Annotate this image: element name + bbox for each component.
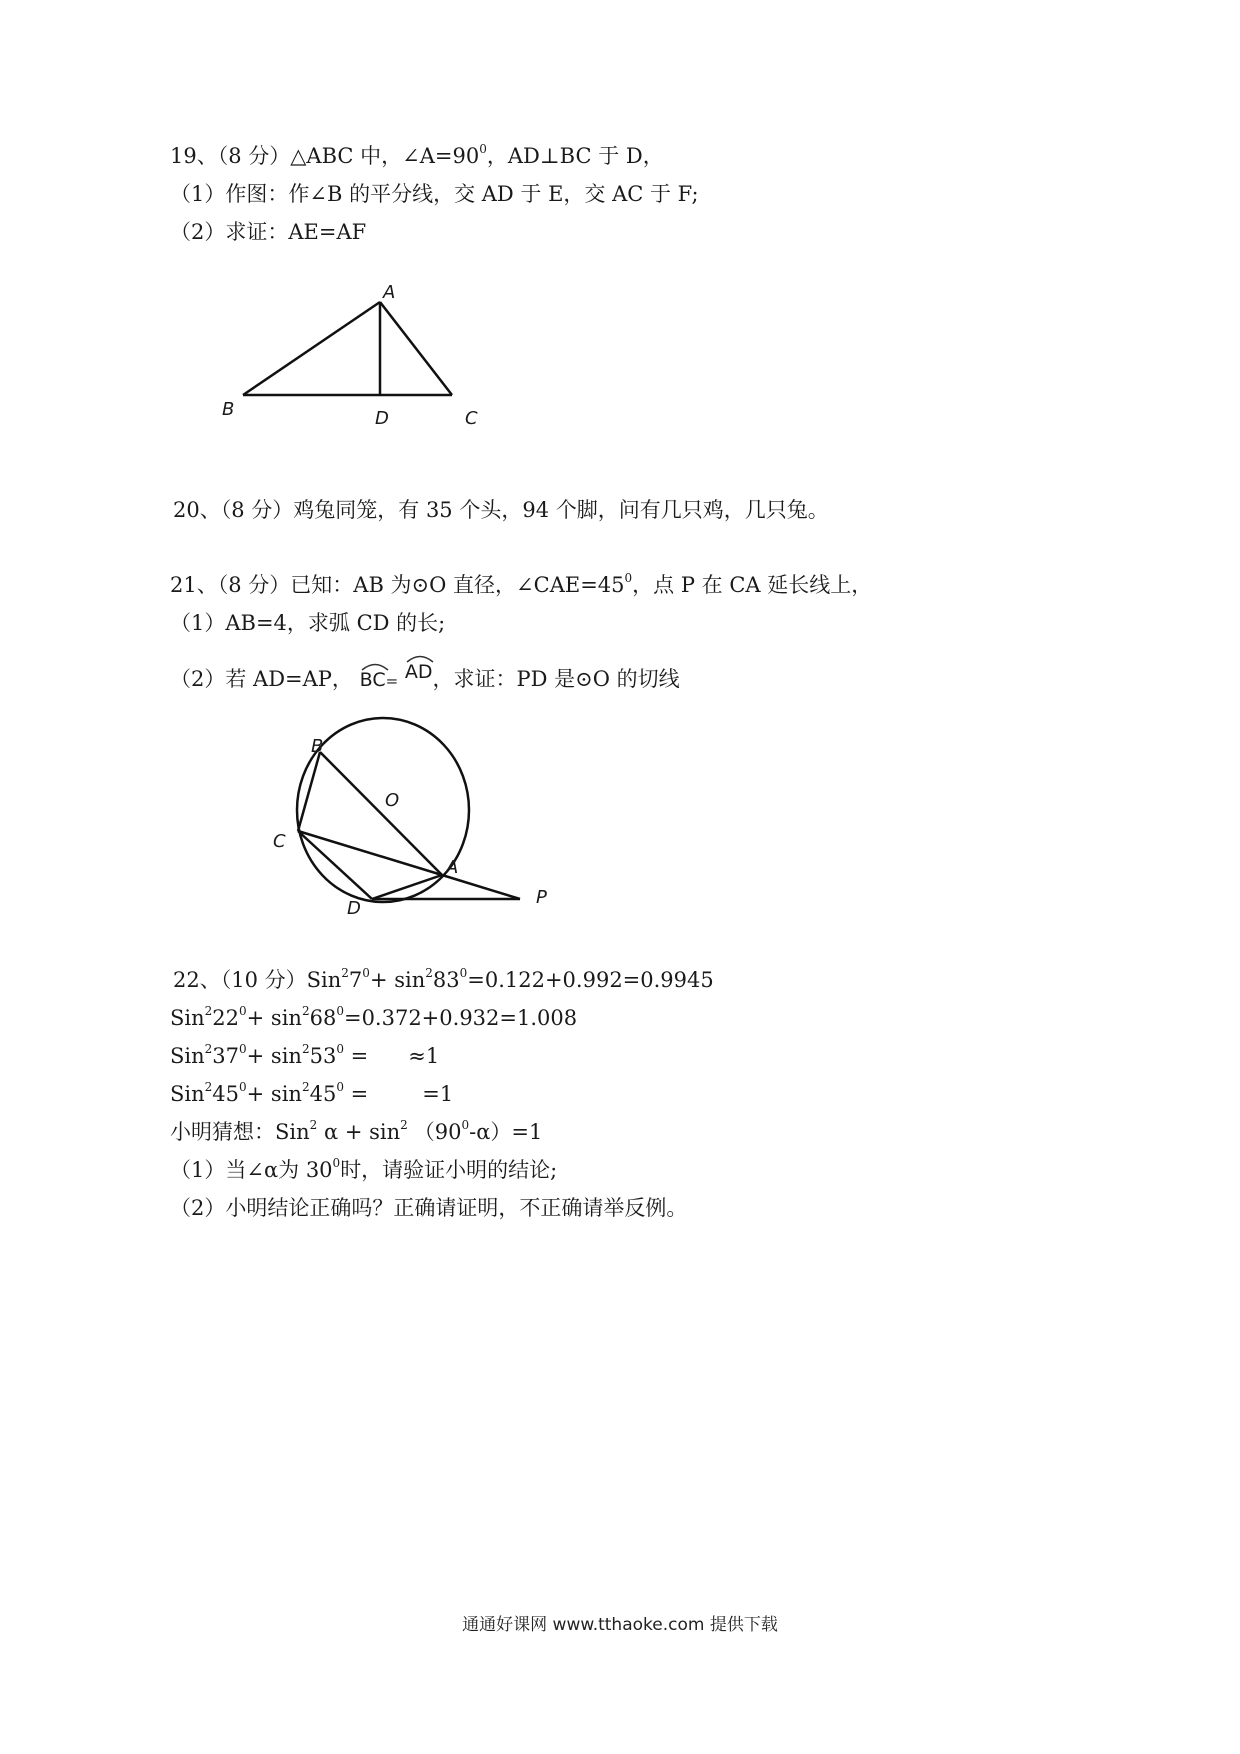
formula-text: =0.372+0.932=1.008 [343, 1006, 578, 1030]
arc-bc: BC [360, 671, 386, 690]
formula-text: =0.122+0.992=0.9945 [467, 968, 714, 992]
label-p: P [536, 887, 547, 908]
q22-part1 [170, 1156, 558, 1182]
exponent: 2 [425, 966, 433, 980]
formula-text: Sin [306, 968, 342, 992]
q21-part2-b: ，求证：PD 是⊙O 的切线 [432, 667, 680, 691]
formula-text: + sin [246, 1006, 302, 1030]
degree-sup: 0 [239, 1080, 247, 1094]
formula-text: + sin [369, 968, 426, 992]
exponent: 2 [301, 1004, 310, 1018]
degree-sup: 0 [479, 142, 487, 156]
q22-part2: （2）小明结论正确吗？正确请证明，不正确请举反例。 [170, 1196, 688, 1220]
answer-approx: ≈1 [408, 1044, 440, 1068]
exponent: 2 [309, 1118, 318, 1132]
label-a: A [383, 282, 396, 303]
label-d: D [375, 408, 389, 429]
q22-guess [170, 1118, 543, 1144]
formula-text: 45 [309, 1082, 337, 1106]
degree-sup: 0 [336, 1080, 344, 1094]
q19-score: （8 分） [217, 144, 291, 168]
degree-sup: 0 [336, 1004, 344, 1018]
label-c: C [273, 831, 286, 852]
exponent: 2 [301, 1042, 310, 1056]
formula-text: + sin [246, 1082, 302, 1106]
formula-text: 53 [309, 1044, 337, 1068]
q21-number: 21、 [170, 573, 218, 597]
q21-score: （8 分） [217, 573, 291, 597]
guess-text: 小明猜想：Sin [170, 1120, 310, 1144]
formula-text: 45 [212, 1082, 240, 1106]
q22-line3 [170, 1042, 440, 1068]
q22-line2 [170, 1004, 578, 1030]
degree-sup: 0 [336, 1042, 344, 1056]
arc-equal: = [385, 672, 399, 690]
q19-number: 19、 [170, 144, 218, 168]
exponent: 2 [204, 1004, 213, 1018]
part1-text: 时，请验证小明的结论; [340, 1158, 558, 1182]
q22-number: 22、 [173, 968, 221, 992]
formula-text: Sin [170, 1044, 205, 1068]
answer-equals: =1 [422, 1082, 454, 1106]
footer-credit: 通通好课网 www.tthaoke.com 提供下载 [462, 1615, 778, 1635]
formula-text: = [343, 1044, 369, 1068]
q21-part1: （1）AB=4，求弧 CD 的长; [170, 611, 446, 635]
degree-sup: 0 [332, 1156, 341, 1170]
q19-text-b: ，AD⊥BC 于 D， [486, 144, 664, 168]
formula-text: 68 [309, 1006, 337, 1030]
label-o: O [385, 790, 400, 811]
q20-body: （8 分）鸡兔同笼，有 35 个头，94 个脚，问有几只鸡，几只兔。 [220, 498, 829, 522]
exponent: 2 [204, 1080, 213, 1094]
label-b: B [311, 736, 324, 757]
guess-text: （90 [413, 1120, 462, 1144]
degree-sup: 0 [362, 966, 370, 980]
label-c: C [465, 408, 478, 429]
exponent: 2 [341, 966, 349, 980]
q19-part1: （1）作图：作∠B 的平分线，交 AD 于 E，交 AC 于 F; [170, 182, 699, 206]
exponent: 2 [301, 1080, 310, 1094]
part1-text: （1）当∠α为 30 [170, 1158, 333, 1182]
exponent: 2 [400, 1118, 408, 1132]
exponent: 2 [204, 1042, 213, 1056]
q21-part2-a: （2）若 AD=AP， [170, 667, 353, 691]
formula-text: 37 [212, 1044, 240, 1068]
degree-sup: 0 [624, 571, 633, 585]
segment-ap [442, 875, 520, 899]
formula-text: + sin [246, 1044, 302, 1068]
q19-part2: （2）求证：AE=AF [170, 220, 367, 244]
degree-sup: 0 [239, 1042, 247, 1056]
formula-text: 22 [212, 1006, 240, 1030]
label-a: A [446, 857, 459, 878]
label-b: B [222, 399, 235, 420]
q21-text-a: 已知：AB 为⊙O 直径，∠CAE=45 [290, 573, 625, 597]
guess-text: α + sin [317, 1120, 401, 1144]
formula-text: Sin [170, 1082, 205, 1106]
q21-text-b: ，点 P 在 CA 延长线上， [632, 573, 873, 597]
q20-number: 20、 [173, 498, 221, 522]
formula-text: Sin [170, 1006, 205, 1030]
guess-text: -α）=1 [469, 1120, 543, 1144]
degree-sup: 0 [461, 1118, 470, 1132]
q22-score: （10 分） [220, 968, 307, 992]
formula-text: 83 [432, 968, 460, 992]
label-d: D [347, 898, 361, 919]
degree-sup: 0 [459, 966, 468, 980]
formula-text: = [343, 1082, 369, 1106]
q19-text-a: △ABC 中，∠A=90 [290, 144, 480, 168]
degree-sup: 0 [239, 1004, 247, 1018]
formula-text: 7 [348, 968, 363, 992]
q22-line4 [170, 1080, 454, 1106]
q22-line1 [173, 966, 714, 992]
arc-ad: AD [405, 663, 433, 682]
